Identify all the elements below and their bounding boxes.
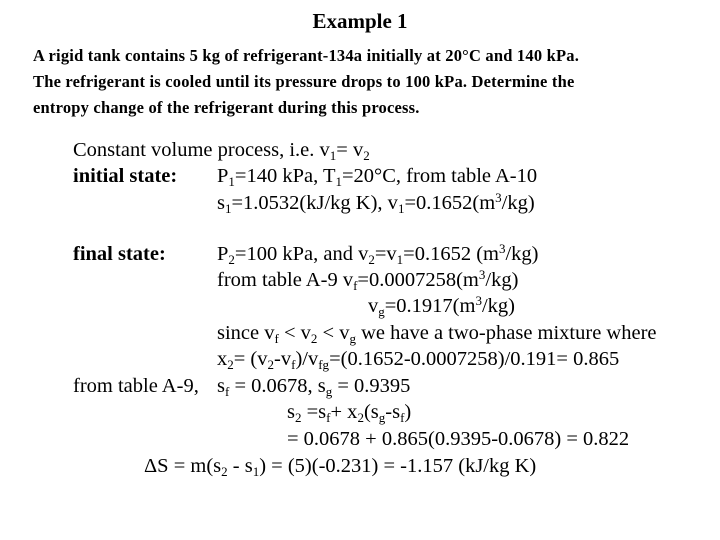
- problem-line-2: The refrigerant is cooled until its pressure drops to 100 kPa. Determine the: [33, 72, 575, 91]
- s2-equation: $s_2 =s_f+ x_2(s_g-s_f)$: [287, 401, 412, 425]
- final-state-line-2: from table A-9 $v_f=0.0007258(m^3/kg)$: [217, 267, 519, 293]
- page-title: Example 1: [312, 9, 408, 33]
- initial-state-line-2: $s_1=1.0532(kJ/kg$ K), $v_1=0.1652(m^3/kg)$: [217, 190, 535, 216]
- initial-state-label: initial state:: [73, 165, 178, 187]
- final-state-line-5: $x_2= (v_2-v_f)/v_{fg}=(0.1652-0.0007258)/0.191= 0.865$: [217, 348, 620, 372]
- table-a9-label: from table A-9,: [73, 375, 199, 397]
- table-a9-values: $s_f = 0.0678$, $s_g = 0.9395$: [217, 375, 411, 399]
- final-state-line-3: $v_g=0.1917(m^3/kg)$: [368, 293, 515, 319]
- entropy-change-result: $\Delta S = m(s_2 - s_1) = (5)(-0.231) = -1.157$ (kJ/kg K): [144, 455, 537, 479]
- problem-line-1: A rigid tank contains 5 kg of refrigerant-134a initially at 20°C and 140 kPa.: [33, 46, 580, 65]
- final-state-line-1: $P_2=100$ kPa, and $v_2=v_1=0.1652$ $(m^3/kg)$: [217, 241, 539, 267]
- problem-line-3: entropy change of the refrigerant during this process.: [33, 98, 420, 117]
- final-state-label: final state:: [73, 243, 166, 265]
- constant-volume-line: Constant volume process, i.e. $v_1= v_2$: [73, 139, 370, 163]
- s2-value: = 0.0678 + 0.865(0.9395-0.0678) = 0.822: [287, 428, 630, 450]
- final-state-line-4: since $v_f < v_2 < v_g$ we have a two-phase mixture where: [217, 322, 657, 346]
- initial-state-line-1: $P_1=140$ kPa, $T_1=20^\circ C$, from table A-10: [217, 165, 538, 189]
